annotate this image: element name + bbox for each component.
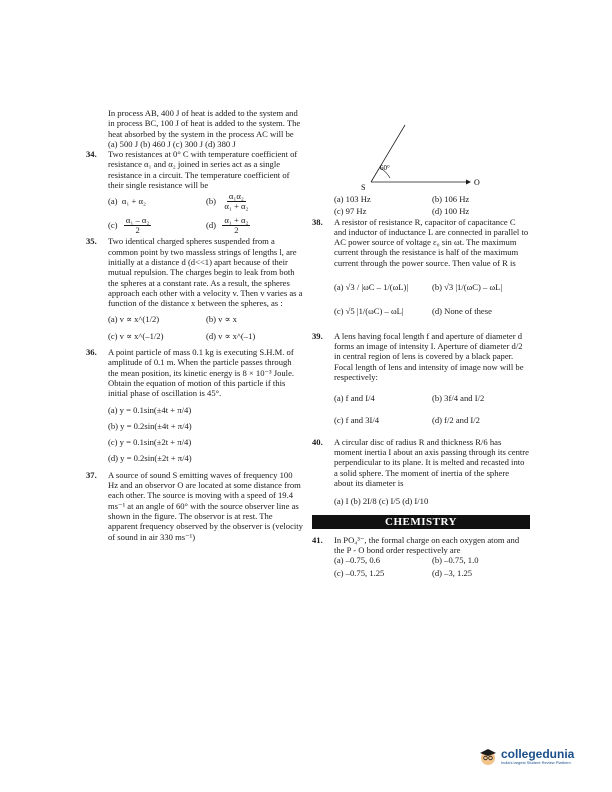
figure-svg [340, 108, 520, 190]
option-b: (b) –0.75, 1.0 [432, 555, 479, 566]
option-c: (c) √5 |1/(ωC) – ωL| [334, 306, 404, 317]
question-text: A resistor of resistance R, capacitor of capacitance C and inductor of inductance L are connected in parallel to AC power source of voltage ε₀ sin ωt. The maximum current through the resistance is half of the maximum current through the power source. Then value of R is [334, 216, 529, 268]
question-number: 35. [86, 236, 97, 247]
option-d: (d) $\frac{\text{α₁ + α₂}}{2}$ [206, 214, 249, 235]
option-d: (d) None of these [432, 306, 492, 317]
chemistry-heading: CHEMISTRY [312, 515, 530, 529]
logo-tagline: India's largest Student Review Platform [501, 760, 571, 765]
question-number: 34. [86, 149, 97, 160]
question-number: 37. [86, 469, 97, 480]
question-37 [86, 470, 304, 542]
q37-options [312, 194, 530, 217]
option-a: (a) y = 0.1sin(±4t + π/4) [108, 404, 192, 415]
option-b: (b) 3f/4 and I/2 [432, 393, 485, 404]
question-text: Two resistances at 0° C with temperature coefficient of resistance α₁ and α₂ joined in series act as a single resistance in a circuit. The temperature coefficient of their single resistance will be [108, 149, 298, 191]
question-text: A point particle of mass 0.1 kg is executing S.H.M. of amplitude of 0.1 m. When the particle passes through the mean position, its kinetic energy is 8 × 10⁻³ Joule. Obtain the equation of motion of this particle if this initial phase of oscillation is 45°. [108, 347, 295, 399]
option-d: (d) y = 0.2sin(±2t + π/4) [108, 453, 192, 464]
question-number: 38. [312, 216, 323, 227]
arrow-head [466, 180, 471, 185]
question-text: A circular disc of radius R and thickness R/6 has moment inertia I about an axis passing through its centre perpendicular to its plane. It is melted and recasted into a solid sphere. The moment of inertia of the sphere about its diameter is [334, 436, 529, 488]
q33-continuation-text: In process AB, 400 J of heat is added to the system and in process BC, 100 J of heat is added to the system. The heat absorbed by the system in the process AC will be [108, 108, 301, 139]
option-d: (d) f/2 and I/2 [432, 415, 480, 426]
fraction: $\frac{\text{α₁ – α₂}}{2}$ [125, 214, 150, 235]
option-b: (b) v ∝ x [206, 314, 237, 325]
right-column [312, 194, 530, 578]
option-a: (a) –0.75, 0.6 [334, 555, 381, 566]
source-label: S [361, 183, 366, 190]
q35-options [86, 312, 304, 343]
fraction: $\frac{\text{α₁ + α₂}}{2}$ [224, 214, 249, 235]
logo-name: collegedunia [501, 747, 575, 761]
question-number: 36. [86, 347, 97, 358]
q40-options: (a) I (b) 2I/8 (c) I/5 (d) I/10 [334, 496, 429, 507]
option-d: (d) 100 Hz [432, 206, 470, 217]
fraction: $\frac{\text{α₁α₂}}{\text{α₁ + α₂}}$ [224, 190, 249, 211]
question-36 [86, 347, 304, 398]
question-number: 39. [312, 330, 323, 341]
collegedunia-logo [478, 747, 574, 767]
option-d: (d) –3, 1.25 [432, 567, 473, 578]
observer-label: O [474, 178, 480, 187]
option-b: (b) y = 0.2sin(±4t + π/4) [108, 420, 192, 431]
option-b: (b) √3 |1/(ωC) – ωL| [432, 282, 503, 293]
question-41 [312, 535, 530, 556]
option-c: (c) y = 0.1sin(±2t + π/4) [108, 437, 192, 448]
option-c: (c) $\frac{\text{α₁ – α₂}}{2}$ [108, 214, 150, 235]
q34-options [86, 190, 304, 236]
q36-options [86, 405, 304, 464]
question-text: A lens having focal length f and aperture of diameter d forms an image of intensity I. Aperture of diameter d/2 in central region of lens is covered by a black paper. Focal length of lens and intensity of image now will be respectively: [334, 330, 524, 382]
q33-options: (a) 500 J (b) 460 J (c) 300 J (d) 380 J [108, 138, 236, 149]
q38-options [312, 276, 530, 323]
option-c: (c) v ∝ x^(–1/2) [108, 330, 164, 341]
option-b: (b) 106 Hz [432, 194, 470, 204]
option-c: (c) –0.75, 1.25 [334, 567, 385, 578]
option-a: (a) 103 Hz [334, 194, 371, 204]
angle-label: 60° [380, 164, 390, 172]
option-c: (c) 97 Hz [334, 206, 367, 217]
velocity-line [371, 125, 405, 182]
logo-icon [478, 747, 498, 767]
question-text: Two identical charged spheres suspended from a common point by two massless strings of lengths l, are initially at a distance d (d<<1) apart because of their mutual repulsion. The charges begin to leak from both the spheres at a constant rate. As a result, the spheres approach each other with a velocity v. Then v varies as a function of the distance x between the spheres, as : [108, 236, 303, 309]
option-c: (c) f and 3I/4 [334, 415, 380, 426]
question-number: 40. [312, 436, 323, 447]
option-d: (d) v ∝ x^(–1) [206, 330, 256, 341]
question-38 [312, 217, 530, 268]
source-observer-figure [340, 108, 520, 190]
question-text: In PO₄³⁻, the formal charge on each oxygen atom and the P - O bond order respectively are [334, 534, 520, 556]
question-35 [86, 236, 304, 308]
q39-options [312, 388, 530, 431]
option-a: (a) v ∝ x^(1/2) [108, 314, 160, 325]
q41-options [312, 555, 530, 578]
option-a: (a) √3 / |ωC – 1/(ωL)| [334, 282, 409, 293]
option-b: (b) $\frac{\text{α₁α₂}}{\text{α₁ + α₂}}$ [206, 190, 249, 211]
question-40 [312, 437, 530, 488]
option-a: (a) α₁ + α₂ [108, 196, 146, 207]
option-a: (a) f and I/4 [334, 393, 375, 404]
question-text: A source of sound S emitting waves of frequency 100 Hz and an observor O are located at some distance from each other. The source is moving with a speed of 19.4 ms⁻¹ at an angle of 60° with the source observer line as shown in the figure. The observor is at rest. The apparent frequency observed by the observer is (velocity of sound in air 330 ms⁻¹) [108, 469, 303, 542]
question-39 [312, 331, 530, 382]
question-34 [86, 149, 304, 190]
question-number: 41. [312, 534, 323, 545]
left-column [86, 108, 304, 542]
